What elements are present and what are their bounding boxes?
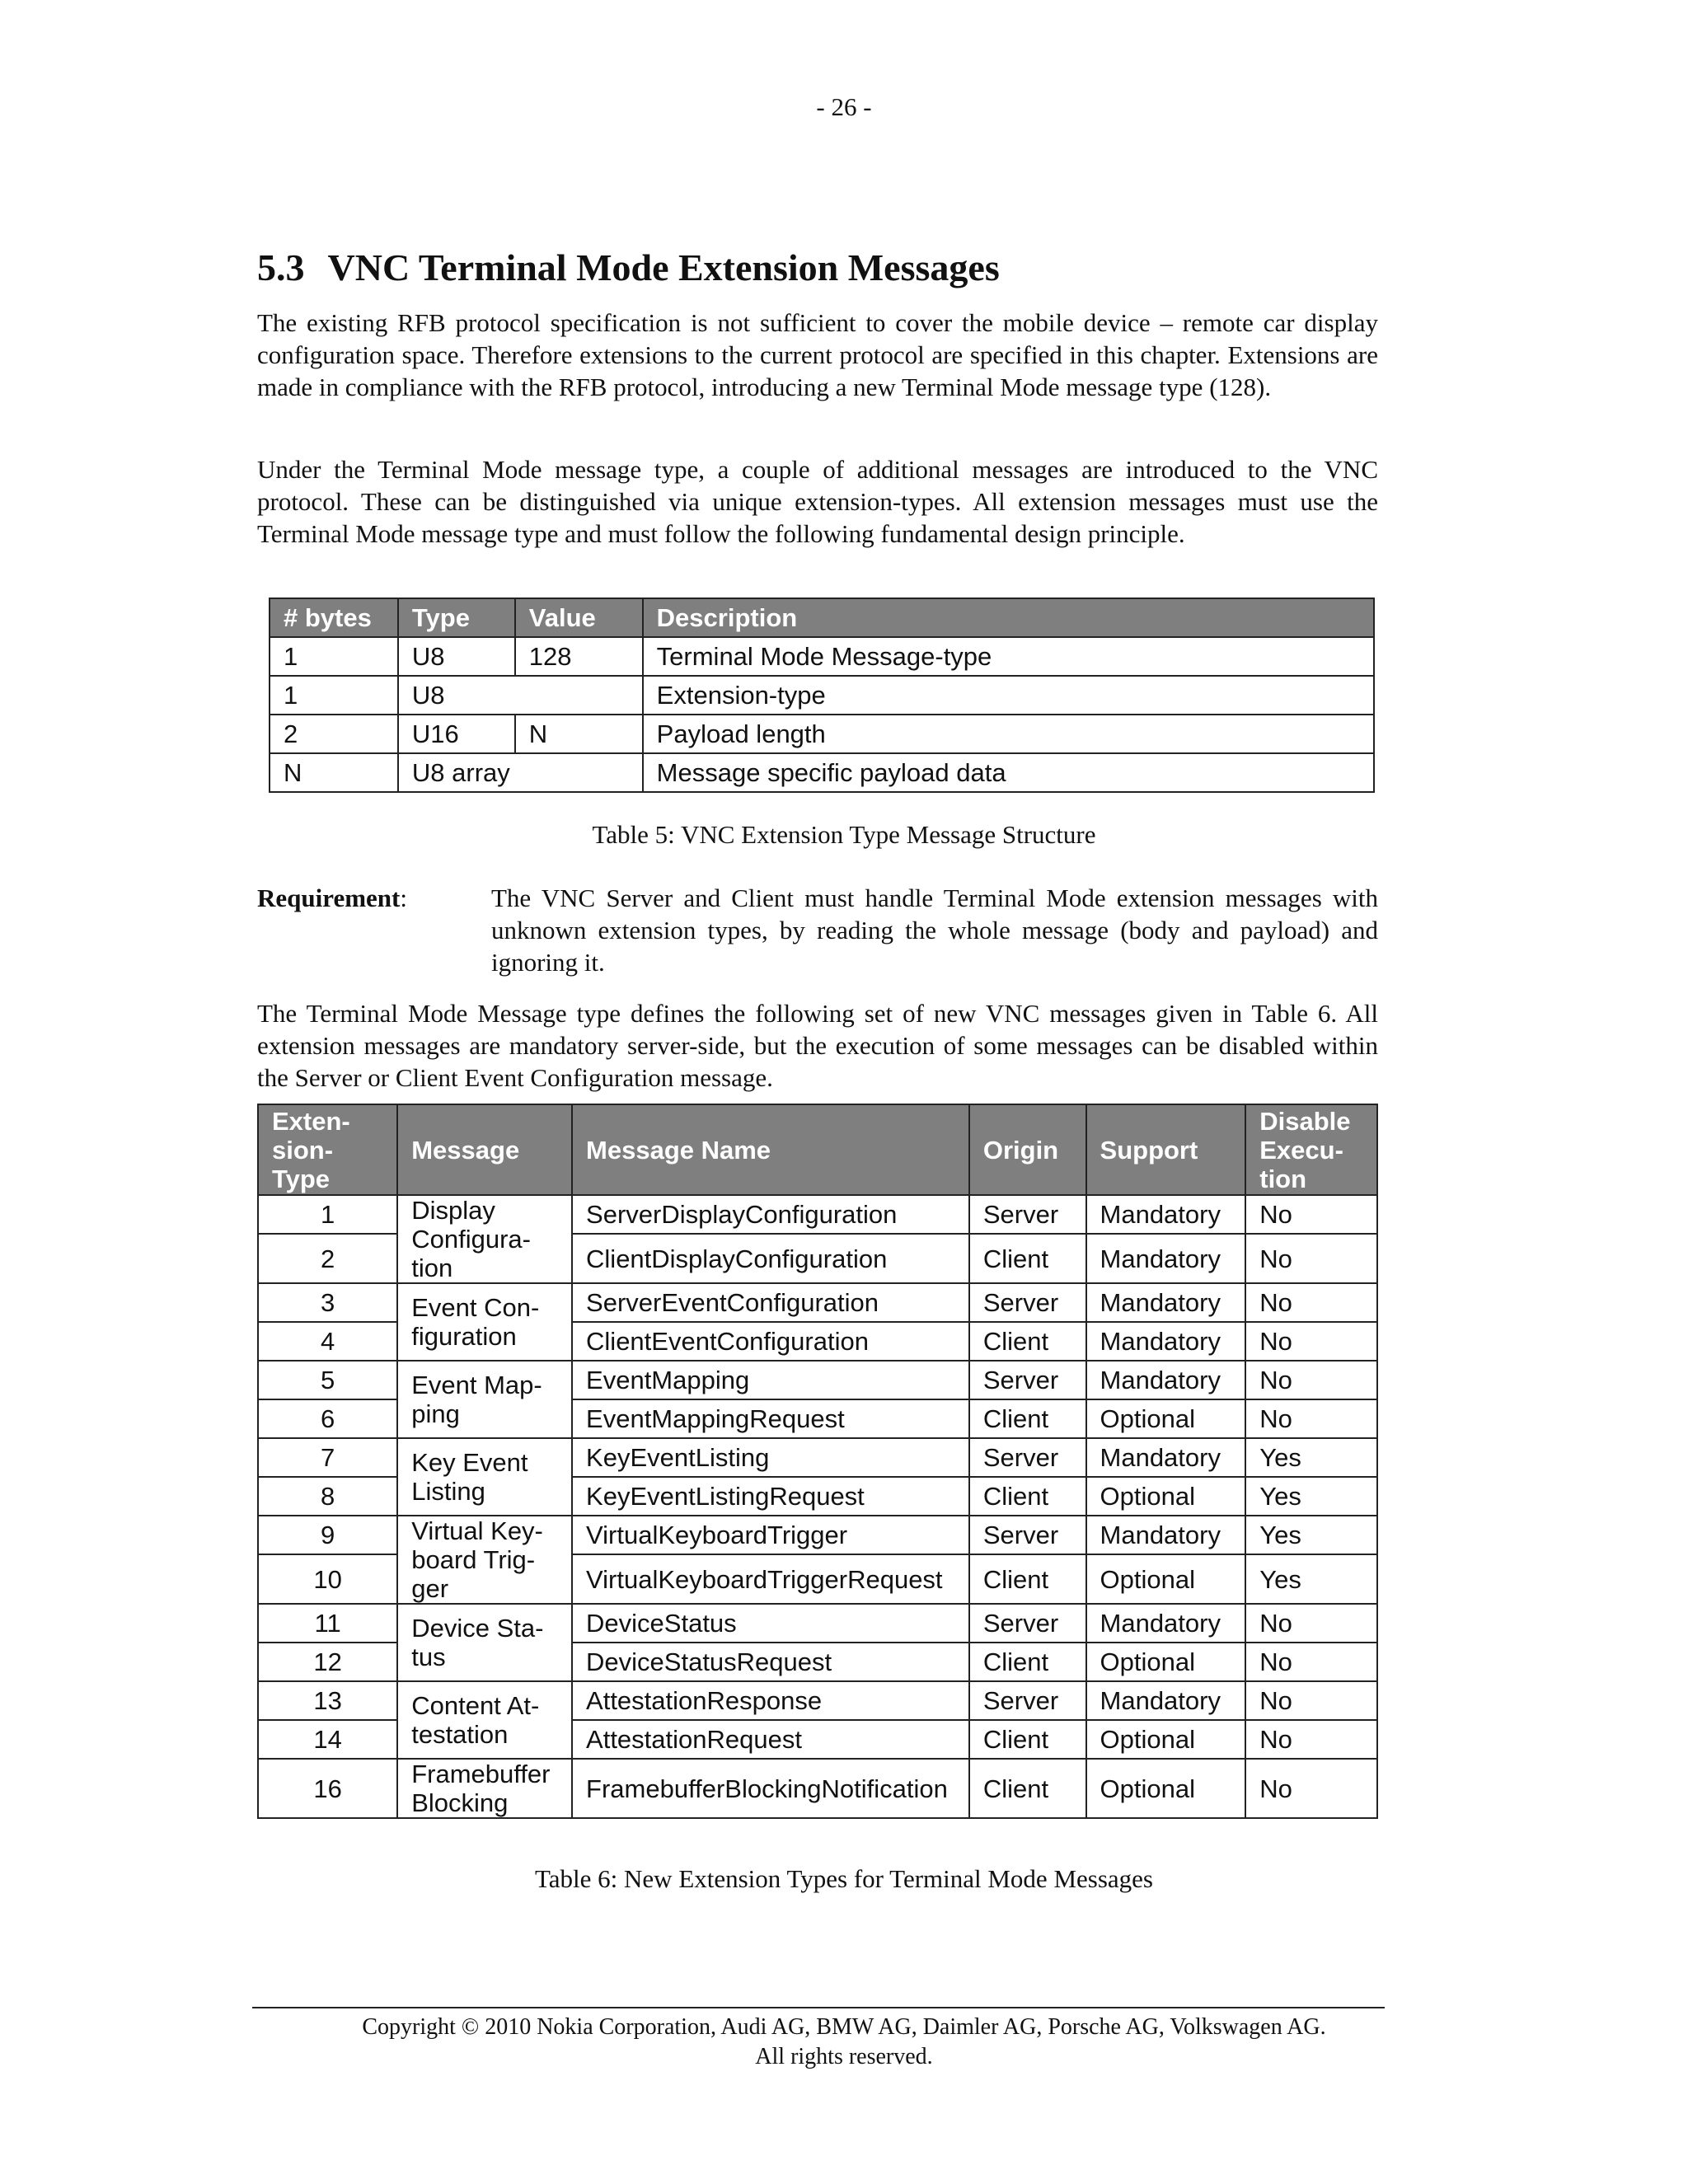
cell-disable-execution: No (1245, 1234, 1377, 1283)
cell-type: U8 (398, 676, 643, 715)
cell-message-name: ServerEventConfiguration (572, 1283, 969, 1322)
design-principle-paragraph: Under the Terminal Mode message type, a couple of additional messages are introduced to the VNC protocol. These can be distinguished via unique extension-types. All extension messages must use the Terminal Mode message type and must follow the following fundamental design principle. (257, 455, 1378, 548)
table-row (258, 1516, 1377, 1554)
cell-extension-type: 4 (258, 1322, 397, 1361)
cell-message-name: ServerDisplayConfiguration (572, 1195, 969, 1234)
cell-disable-execution: No (1245, 1322, 1377, 1361)
cell-support: Mandatory (1086, 1681, 1246, 1720)
cell-support: Optional (1086, 1477, 1246, 1516)
extension-types-table (257, 1104, 1378, 1819)
cell-support: Optional (1086, 1759, 1246, 1818)
cell-origin: Client (969, 1554, 1086, 1604)
cell-type: U16 (398, 715, 515, 753)
header-disable-execution: Disable Execu- tion (1245, 1104, 1377, 1195)
cell-origin: Client (969, 1477, 1086, 1516)
header-origin: Origin (969, 1104, 1086, 1195)
cell-origin: Client (969, 1234, 1086, 1283)
cell-extension-type: 2 (258, 1234, 397, 1283)
cell-origin: Client (969, 1322, 1086, 1361)
cell-message-group: Virtual Key- board Trig- ger (397, 1516, 572, 1604)
header-extension-type: Exten- sion- Type (258, 1104, 397, 1195)
header-description: Description (643, 598, 1374, 637)
footer-copyright: Copyright © 2010 Nokia Corporation, Audi AG, BMW AG, Daimler AG, Porsche AG, Volkswagen AG. (362, 2014, 1326, 2040)
intro-paragraph: The existing RFB protocol specification is not sufficient to cover the mobile device – remote car display configuration space. Therefore extensions to the current protocol are specified in this chapter. Extensions are made in compliance with the RFB protocol, introducing a new Terminal Mode message type (128). (257, 308, 1378, 401)
cell-description: Message specific payload data (643, 753, 1374, 792)
cell-extension-type: 5 (258, 1361, 397, 1399)
cell-support: Optional (1086, 1554, 1246, 1604)
cell-type: U8 array (398, 753, 643, 792)
extension-message-structure-table (269, 598, 1375, 793)
cell-support: Optional (1086, 1720, 1246, 1759)
requirement-colon: : (400, 883, 407, 912)
cell-support: Mandatory (1086, 1438, 1246, 1477)
cell-extension-type: 1 (258, 1195, 397, 1234)
header-support: Support (1086, 1104, 1246, 1195)
table-row (258, 1681, 1377, 1720)
cell-type: U8 (398, 637, 515, 676)
cell-disable-execution: No (1245, 1681, 1377, 1720)
cell-description: Extension-type (643, 676, 1374, 715)
cell-value: 128 (515, 637, 643, 676)
cell-message-name: DeviceStatusRequest (572, 1643, 969, 1681)
requirement-label-text: Requirement (257, 883, 401, 912)
page-number: - 26 - (816, 92, 872, 121)
cell-bytes: 1 (270, 676, 398, 715)
cell-message-group: Device Sta- tus (397, 1604, 572, 1681)
table5-caption: Table 5: VNC Extension Type Message Structure (592, 820, 1096, 849)
cell-message-name: ClientEventConfiguration (572, 1322, 969, 1361)
cell-message-name: KeyEventListing (572, 1438, 969, 1477)
cell-extension-type: 14 (258, 1720, 397, 1759)
cell-message-group: Key Event Listing (397, 1438, 572, 1516)
cell-origin: Server (969, 1195, 1086, 1234)
cell-disable-execution: No (1245, 1643, 1377, 1681)
cell-disable-execution: No (1245, 1283, 1377, 1322)
cell-origin: Server (969, 1516, 1086, 1554)
table6-caption: Table 6: New Extension Types for Terminal Mode Messages (535, 1864, 1153, 1893)
message-set-paragraph: The Terminal Mode Message type defines the following set of new VNC messages given in Table 6. All extension messages are mandatory server-side, but the execution of some messages can be disabled within the Server or Client Event Configuration message. (257, 999, 1378, 1092)
cell-extension-type: 9 (258, 1516, 397, 1554)
cell-origin: Server (969, 1681, 1086, 1720)
section-heading (257, 246, 1000, 289)
cell-message-name: AttestationRequest (572, 1720, 969, 1759)
cell-origin: Server (969, 1283, 1086, 1322)
cell-support: Mandatory (1086, 1195, 1246, 1234)
cell-message-name: AttestationResponse (572, 1681, 969, 1720)
cell-value: N (515, 715, 643, 753)
footer-divider (252, 2007, 1385, 2008)
cell-support: Mandatory (1086, 1604, 1246, 1643)
cell-description: Payload length (643, 715, 1374, 753)
requirement-label (257, 882, 407, 914)
header-bytes: # bytes (270, 598, 398, 637)
cell-description: Terminal Mode Message-type (643, 637, 1374, 676)
cell-extension-type: 10 (258, 1554, 397, 1604)
table-header-row (270, 598, 1374, 637)
cell-bytes: 1 (270, 637, 398, 676)
cell-disable-execution: No (1245, 1759, 1377, 1818)
cell-origin: Server (969, 1438, 1086, 1477)
cell-message-name: VirtualKeyboardTrigger (572, 1516, 969, 1554)
cell-message-name: KeyEventListingRequest (572, 1477, 969, 1516)
footer-rights: All rights reserved. (755, 2044, 933, 2069)
cell-message-name: EventMapping (572, 1361, 969, 1399)
table-row (258, 1604, 1377, 1643)
header-value: Value (515, 598, 643, 637)
header-message-name: Message Name (572, 1104, 969, 1195)
cell-support: Mandatory (1086, 1361, 1246, 1399)
cell-message-name: FramebufferBlockingNotification (572, 1759, 969, 1818)
cell-disable-execution: Yes (1245, 1516, 1377, 1554)
table-row (258, 1438, 1377, 1477)
table-row (270, 676, 1374, 715)
cell-origin: Client (969, 1720, 1086, 1759)
cell-message-group: Event Map- ping (397, 1361, 572, 1438)
cell-message-group: Content At- testation (397, 1681, 572, 1759)
table-header-row (258, 1104, 1377, 1195)
table-row (270, 637, 1374, 676)
section-number: 5.3 (257, 246, 305, 288)
cell-message-name: EventMappingRequest (572, 1399, 969, 1438)
cell-extension-type: 13 (258, 1681, 397, 1720)
cell-extension-type: 3 (258, 1283, 397, 1322)
cell-extension-type: 11 (258, 1604, 397, 1643)
header-message: Message (397, 1104, 572, 1195)
section-title: VNC Terminal Mode Extension Messages (327, 246, 1000, 288)
cell-extension-type: 12 (258, 1643, 397, 1681)
requirement-text: The VNC Server and Client must handle Terminal Mode extension messages with unknown extension types, by reading the whole message (body and payload) and ignoring it. (491, 883, 1378, 977)
cell-extension-type: 16 (258, 1759, 397, 1818)
cell-extension-type: 8 (258, 1477, 397, 1516)
cell-origin: Client (969, 1643, 1086, 1681)
table-row (258, 1759, 1377, 1818)
header-type: Type (398, 598, 515, 637)
cell-message-group: Display Configura- tion (397, 1195, 572, 1283)
cell-support: Mandatory (1086, 1234, 1246, 1283)
cell-disable-execution: No (1245, 1195, 1377, 1234)
cell-bytes: N (270, 753, 398, 792)
cell-message-group: Framebuffer Blocking (397, 1759, 572, 1818)
cell-message-group: Event Con- figuration (397, 1283, 572, 1361)
cell-support: Mandatory (1086, 1322, 1246, 1361)
cell-disable-execution: No (1245, 1604, 1377, 1643)
cell-disable-execution: Yes (1245, 1477, 1377, 1516)
cell-message-name: DeviceStatus (572, 1604, 969, 1643)
cell-bytes: 2 (270, 715, 398, 753)
table-row (270, 715, 1374, 753)
table-row (258, 1195, 1377, 1234)
cell-extension-type: 6 (258, 1399, 397, 1438)
table-row (258, 1283, 1377, 1322)
cell-message-name: ClientDisplayConfiguration (572, 1234, 969, 1283)
cell-message-name: VirtualKeyboardTriggerRequest (572, 1554, 969, 1604)
cell-disable-execution: No (1245, 1361, 1377, 1399)
cell-support: Mandatory (1086, 1516, 1246, 1554)
cell-origin: Server (969, 1604, 1086, 1643)
table-row (258, 1361, 1377, 1399)
cell-origin: Server (969, 1361, 1086, 1399)
cell-disable-execution: No (1245, 1399, 1377, 1438)
cell-support: Optional (1086, 1399, 1246, 1438)
cell-origin: Client (969, 1399, 1086, 1438)
footer (0, 2013, 1688, 2072)
table-row (270, 753, 1374, 792)
cell-support: Mandatory (1086, 1283, 1246, 1322)
cell-disable-execution: No (1245, 1720, 1377, 1759)
cell-origin: Client (969, 1759, 1086, 1818)
cell-disable-execution: Yes (1245, 1554, 1377, 1604)
cell-disable-execution: Yes (1245, 1438, 1377, 1477)
cell-extension-type: 7 (258, 1438, 397, 1477)
cell-support: Optional (1086, 1643, 1246, 1681)
